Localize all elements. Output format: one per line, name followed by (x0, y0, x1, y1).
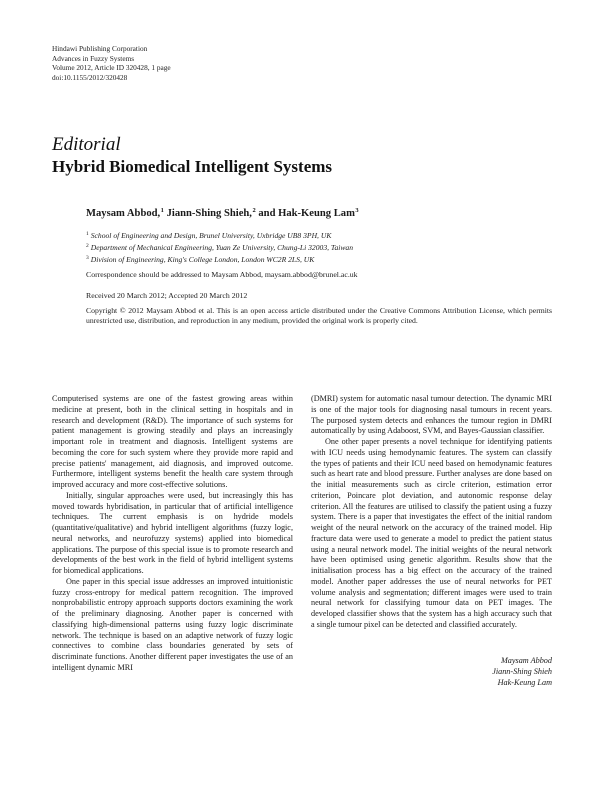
affiliation-text: Division of Engineering, King's College London, London WC2R 2LS, UK (90, 255, 315, 265)
signature-name: Maysam Abbod (500, 656, 552, 665)
editor-signatures (492, 656, 552, 688)
body-column-right (311, 394, 552, 631)
signature-name: Hak-Keung Lam (497, 677, 552, 687)
publisher-name: Hindawi Publishing Corporation (52, 44, 148, 53)
author-affil-mark: 1 (160, 207, 164, 214)
body-paragraph: Initially, singular approaches were used, but increasingly this has moved towards hybridisation, in particular that of artificial intelligence techniques. The current emphasis is on hydride models (quantitative/qualitative) and hybrid intelligent algorithms (fuzzy logic, neural networks, and neurofuzzy systems) applied into biomedical applications. The purpose of this special issue is to promote research and developments of the best work in the field of hybrid intelligent systems for biomedical applications. (52, 490, 293, 575)
author-affil-mark: 2 (252, 207, 256, 214)
affiliation-text: Department of Mechanical Engineering, Yuan Ze University, Chung-Li 32003, Taiwan (90, 243, 354, 253)
section-label: Editorial (52, 134, 121, 155)
body-paragraph: One paper in this special issue addresses an improved intuitionistic fuzzy cross-entropy for medical pattern recognition. The improved nonprobabilistic entropy approach supports doctors examining the work of the preliminary diagnosing. Another paper is concerned with classifying high-dimensional patterns using fuzzy logic discriminate network. The technique is based on an adaptive network of fuzzy logic connectives to combine class boundaries generated by sets of discriminate functions. Another different paper investigates the use of an intelligent dynamic MRI (52, 576, 293, 672)
affiliation-item (86, 241, 552, 253)
author-name: and Hak-Keung Lam (258, 208, 355, 219)
affiliation-item (86, 229, 552, 241)
affiliation-mark: 2 (86, 243, 89, 250)
affiliation-item (86, 253, 552, 265)
affiliation-text: School of Engineering and Design, Brunel University, Uxbridge UB8 3PH, UK (90, 231, 332, 240)
body-paragraph: Computerised systems are one of the fastest growing areas within medicine at present, both in the clinical setting in hospitals and in research and development (R&D). The importance of such systems for patient management is growing steadily and plays an increasingly important role in treatment and diagnosis. Intelligent systems are becoming the core for such system where they provide more rapid and precise patients' management, aid diagnosis, and improved outcome. Furthermore, intelligent systems benefit the health care system through improved accuracy and more cost-effective solutions. (52, 394, 293, 489)
doi: doi:10.1155/2012/320428 (52, 72, 128, 82)
journal-name: Advances in Fuzzy Systems (52, 53, 135, 63)
author-affil-mark: 3 (355, 207, 359, 214)
body-paragraph: One other paper presents a novel technique for identifying patients with ICU needs using hemodynamic features. The system can classify the types of patients and their ICU need based on hemodynamic features such as heart rate and blood pressure. Further analyses are done based on the initial measurements such as circle criterion, estimation error criterion, Poincare plot deviation, and autonomic response delay criterion. All the features are utilised to classify the patient using a fuzzy system. There is a paper that investigates the effect of the initial random weight of the neural network on the accuracy of the trained model. Hip fracture data were used to generate a model to predict the patient status using a neural network model. The initial weights of the neural network have been optimised using genetic algorithm. Results show that the initialisation process has a big effect on the accuracy of the trained model. Another paper addresses the use of neural networks for PET volume analysis and segmentation; different images were used to train neural network for classifying tumour data on PET images. The developed classifier shows that the system has a high accuracy such that a single tumour pixel can be detected and classified accurately. (311, 437, 552, 629)
volume-info: Volume 2012, Article ID 320428, 1 page (52, 63, 171, 73)
body-paragraph: (DMRI) system for automatic nasal tumour detection. The dynamic MRI is one of the major tools for diagnosing nasal tumours in recent years. The purposed system detects and enhances the tumour region in DMRI automatically by using Adaboost, SVM, and Bayes-Gaussian classifier. (311, 394, 552, 436)
affiliations (86, 229, 552, 266)
author-name: Jiann-Shing Shieh, (166, 208, 252, 219)
article-title: Hybrid Biomedical Intelligent Systems (52, 157, 333, 176)
journal-header (52, 44, 171, 82)
copyright-notice: Copyright © 2012 Maysam Abbod et al. This is an open access article distributed under the Creative Commons Attribution License, which permits unrestricted use, distribution, and reproduction in any medium, provided the original work is properly cited. (86, 306, 552, 326)
author-list (86, 207, 552, 219)
signature-name: Jiann-Shing Shieh (492, 666, 552, 676)
body-column-left (52, 394, 293, 674)
affiliation-mark: 3 (86, 255, 89, 262)
received-dates: Received 20 March 2012; Accepted 20 March 2012 (86, 291, 248, 300)
affiliation-mark: 1 (86, 231, 89, 237)
author-name: Maysam Abbod, (86, 208, 161, 219)
correspondence-note: Correspondence should be addressed to Maysam Abbod, maysam.abbod@brunel.ac.uk (86, 270, 358, 279)
